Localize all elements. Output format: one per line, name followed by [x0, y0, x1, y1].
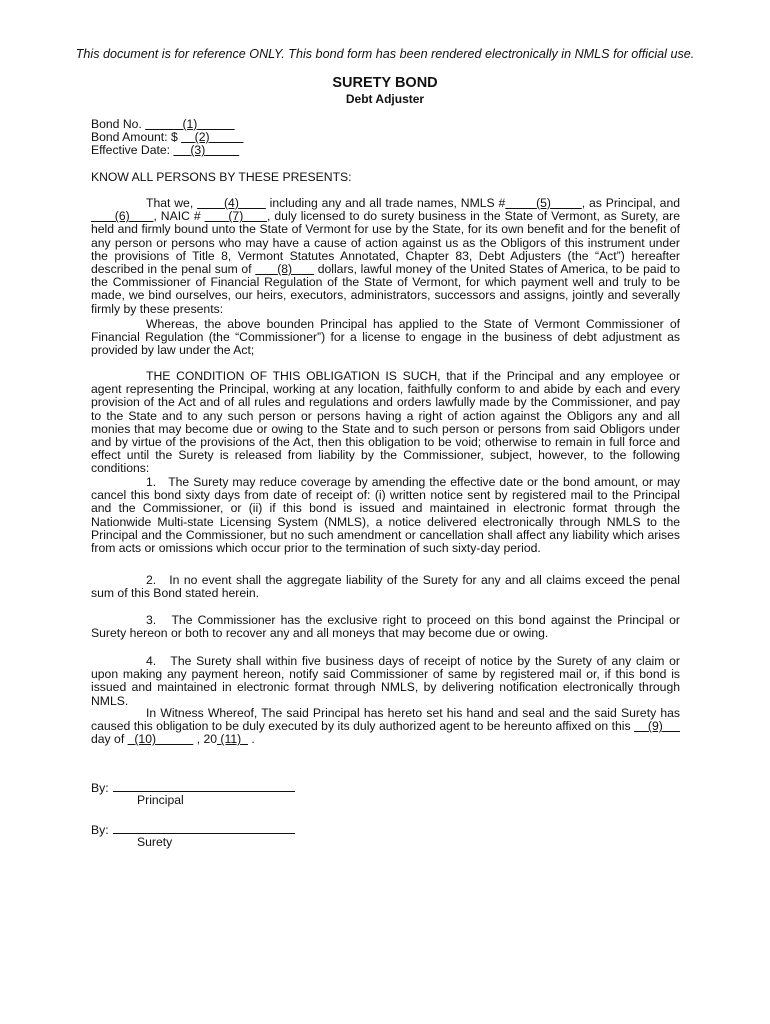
surety-signature-row: [91, 822, 295, 837]
bond-header-fields: [91, 118, 680, 158]
effective-date-field: (3): [190, 143, 206, 158]
field-8: (8): [277, 262, 293, 277]
bond-no-label: Bond No.: [91, 117, 142, 131]
surety-signature-line[interactable]: [113, 822, 295, 834]
surety-label: Surety: [137, 835, 173, 849]
reference-notice: This document is for reference ONLY. This bond form has been rendered electronically in NMLS for official use.: [75, 47, 695, 61]
effective-date-label: Effective Date:: [91, 143, 171, 158]
condition-2: 2. In no event shall the aggregate liability of the Surety for any and all claims exceed the penal sum of this Bond stated herein.: [91, 573, 680, 601]
principal-signature-line[interactable]: [113, 780, 295, 792]
paragraph-whereas: Whereas, the above bounden Principal has applied to the State of Vermont Commissioner of Financial Regulation (the “Commissioner”) for a license to engage in the business of debt adjustment as provided by law under the Act;: [91, 317, 680, 358]
paragraph-parties: That we, (4) including any and all trade names, NMLS # (5) , as Principal, and (6) , NAIC # (7) , duly licensed to do surety business in the State of Vermont, as Surety, are held and firmly bound unto the State of Vermont for use by the State, for its own benefit and for the benefit of any person or persons who may have a cause of action against us as the Obligors of this instrument under the provisions of Title 8, Vermont Statutes Annotated, Chapter 83, Debt Adjusters (the “Act”) hereafter described in the penal sum of (8) dollars, lawful money of the United States of America, to be paid to the Commissioner of Financial Regulation of the State of Vermont, for which payment well and truly to be made, we bind ourselves, our heirs, executors, administrators, successors and assigns, jointly and severally firmly by these presents:: [91, 196, 681, 316]
surety-by-label: By:: [91, 823, 109, 837]
field-11: (11): [220, 732, 242, 747]
condition-4: 4. The Surety shall within five business days of receipt of notice by the Surety of any claim or upon making any payment hereon, notify said Commissioner of same by registered mail or, if this bond is issued and maintained in electronic format through NMLS, by delivering notification electronically through NMLS.: [91, 654, 680, 708]
condition-3: 3. The Commissioner has the exclusive right to proceed on this bond against the Principal or Surety hereon or both to recover any and all moneys that may become due or owing.: [91, 613, 680, 641]
principal-by-label: By:: [91, 781, 109, 795]
field-6: (6): [114, 209, 130, 224]
witness-paragraph: In Witness Whereof, The said Principal has hereto set his hand and seal and the said Surety has caused this obligation to be duly executed by its duly authorized agent to be hereunto affixed on this (9) day of (10) , 20 (11) .: [91, 706, 680, 747]
document-title: SURETY BOND: [332, 75, 438, 91]
know-all-heading: KNOW ALL PERSONS BY THESE PRESENTS:: [91, 170, 352, 184]
field-7: (7): [228, 209, 244, 224]
principal-signature-row: [91, 780, 295, 795]
field-5: (5): [536, 196, 551, 210]
field-4: (4): [223, 196, 239, 210]
bond-no-field: (1): [182, 117, 198, 131]
bond-amount-label: Bond Amount: $: [91, 130, 178, 145]
condition-1: 1. The Surety may reduce coverage by amending the effective date or the bond amount, or may cancel this bond sixty days from date of receipt of: (i) written notice sent by registered mail to the Principal and the Commissioner, or (ii) if this bond is issued and maintained in electronic format through the Nationwide Multi-state Licensing System (NMLS), a notice delivered electronically through NMLS to the Principal and the Commissioner, but no such amendment or cancellation shall affect any liability which arises from acts or omissions which occur prior to the termination of such sixty-day period.: [91, 475, 680, 556]
effective-date-row: [91, 144, 680, 157]
bond-amount-field: (2): [194, 130, 210, 145]
paragraph-condition: THE CONDITION OF THIS OBLIGATION IS SUCH, that if the Principal and any employee or agent representing the Principal, working at any location, faithfully conform to and abide by each and every provision of the Act and of all rules and regulations and orders lawfully made by the Commissioner, and pay to the State and to any such person or persons having a right of action against the Obligors any and all monies that may become due or owing to the State and to such person or persons from said Obligors under and by virtue of the provisions of the Act, then this obligation to be void; otherwise to remain in full force and effect until the Surety is released from liability by the Commissioner, subject, however, to the following conditions:: [91, 369, 680, 476]
document-subtitle: Debt Adjuster: [345, 92, 425, 106]
field-9: (9): [647, 719, 663, 734]
field-10: (10): [134, 732, 157, 747]
principal-label: Principal: [137, 793, 184, 807]
